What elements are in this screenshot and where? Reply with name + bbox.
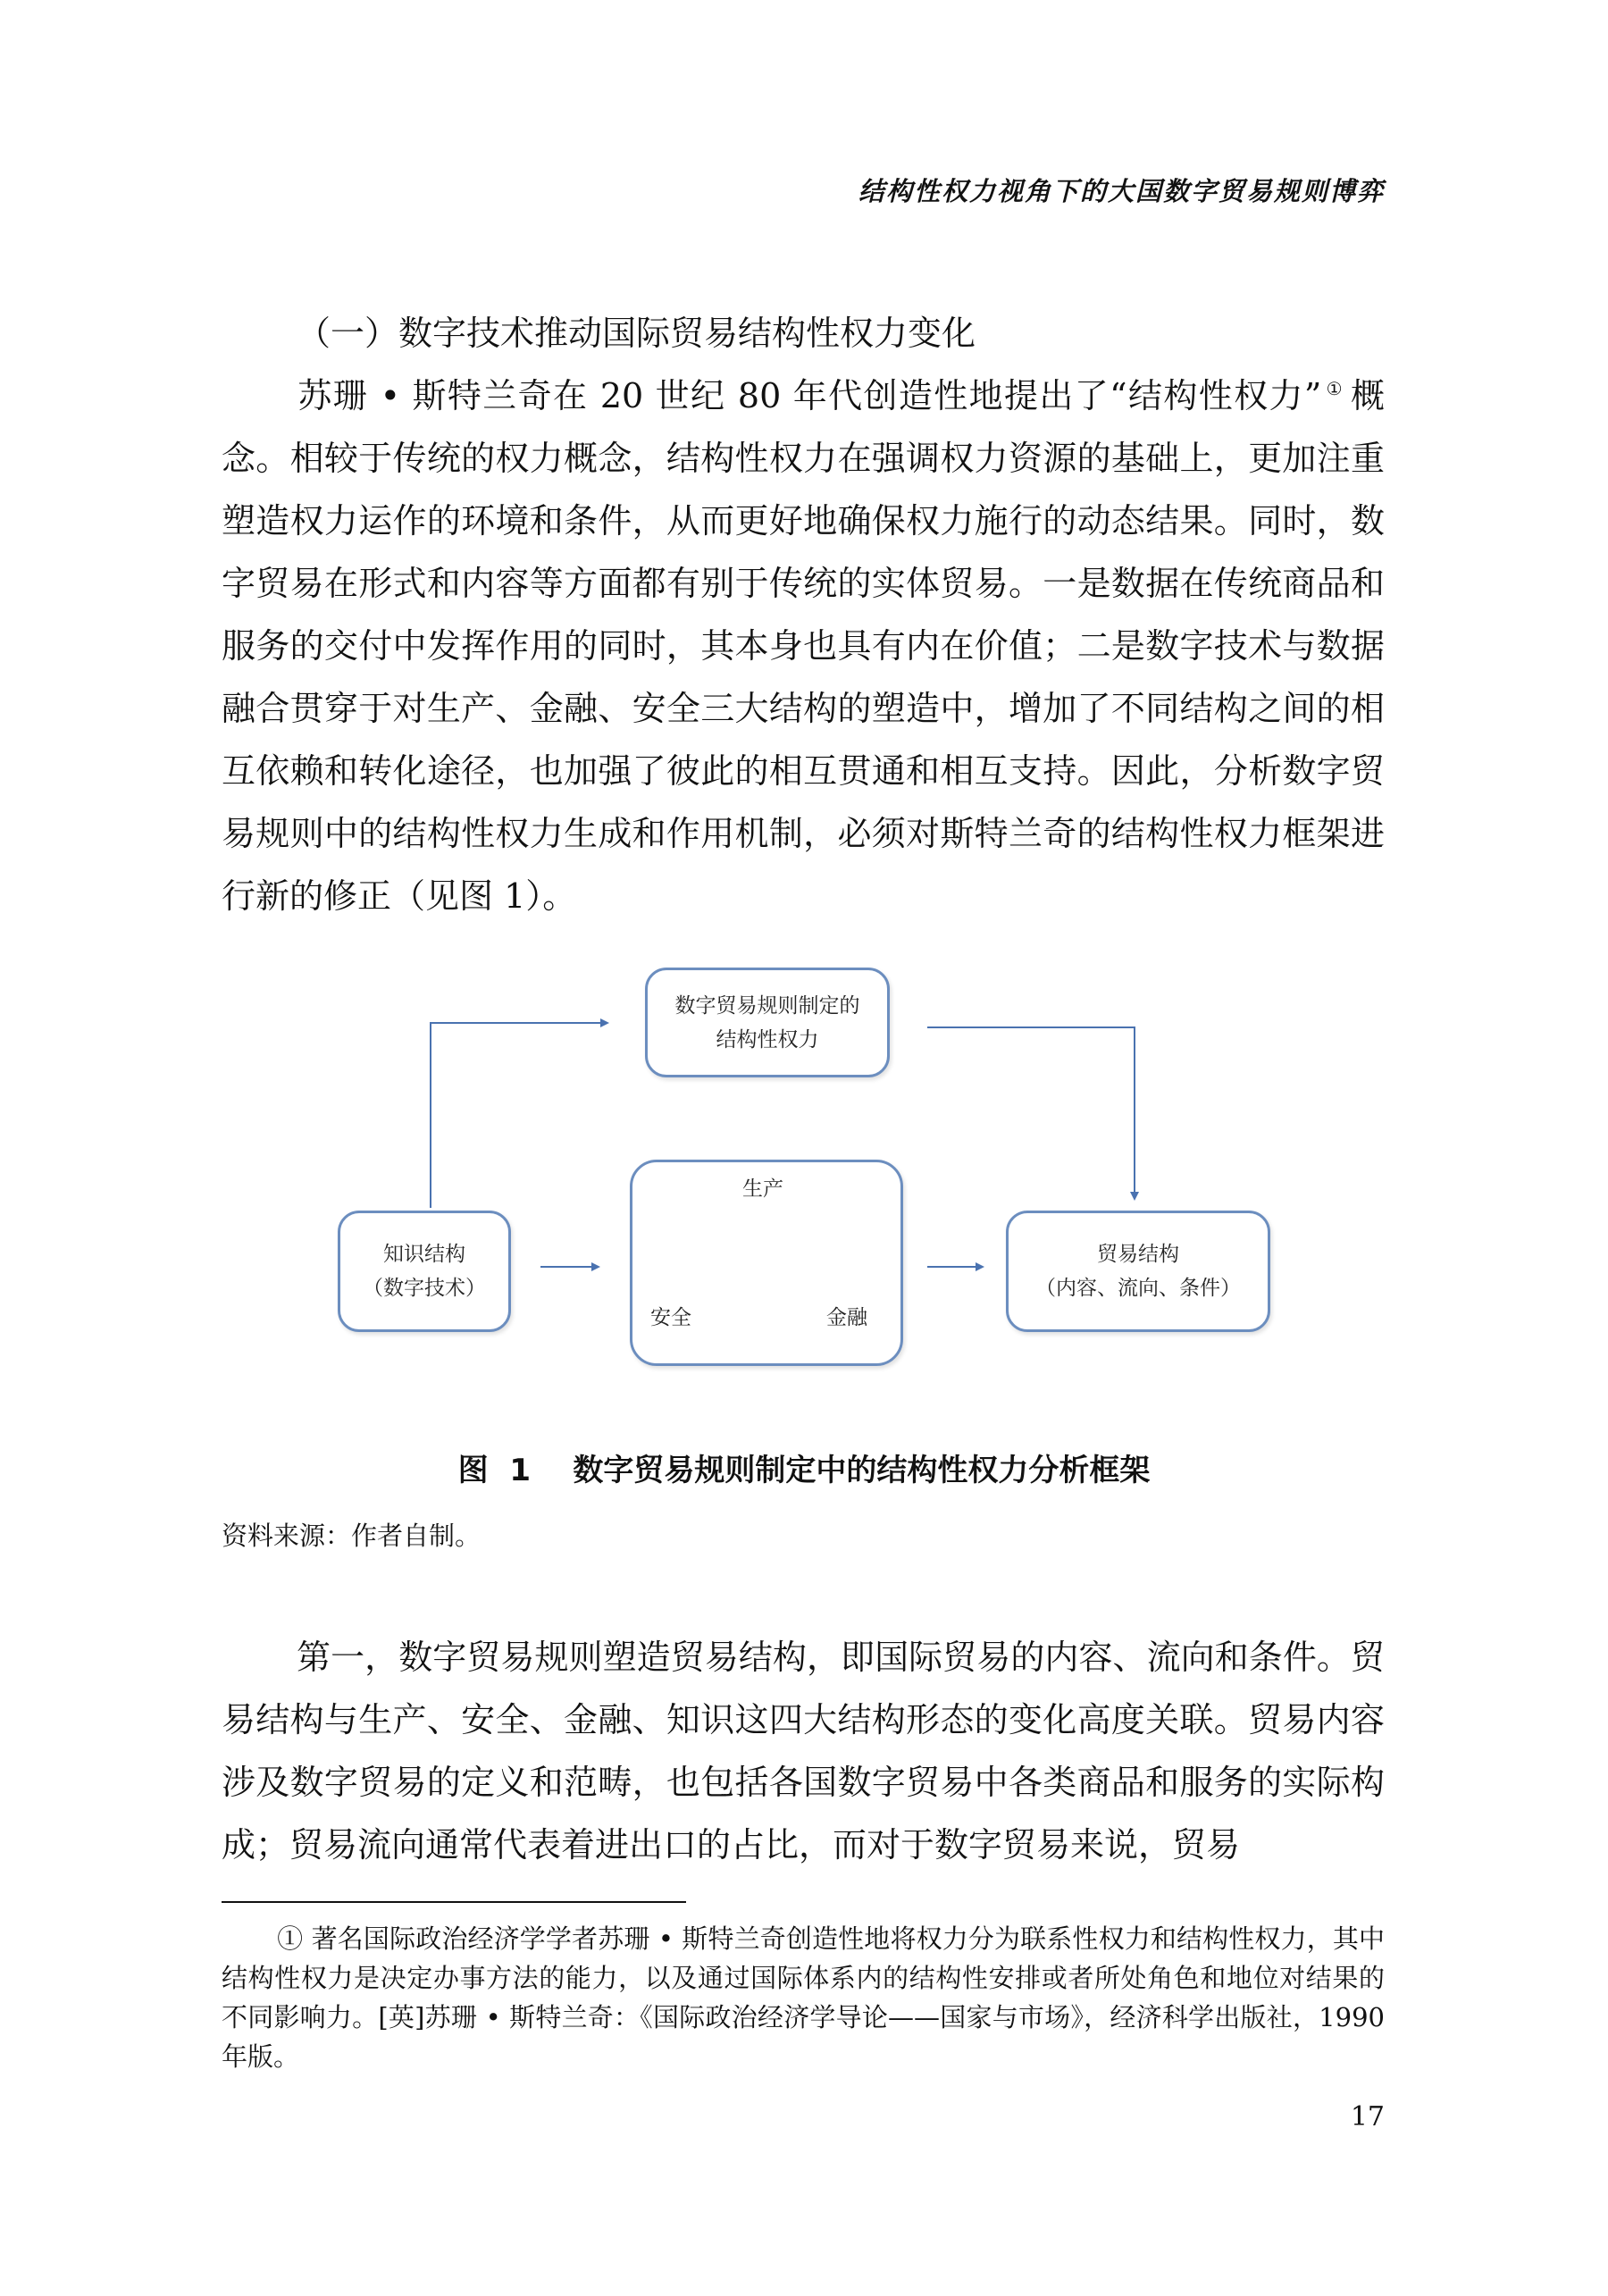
figure-1-diagram xyxy=(331,965,1277,1376)
section-heading: （一）数字技术推动国际贸易结构性权力变化 xyxy=(297,314,976,353)
footnote-text: ① 著名国际政治经济学学者苏珊 • 斯特兰奇创造性地将权力分为联系性权力和结构性权力，其中结构性权力是决定办事方法的能力，以及通过国际体系内的结构性安排或者所处角色和地位对结果的不同影响力。[英]苏珊 • 斯特兰奇：《国际政治经济学导论——国家与市场》，经济科学出版社，1990 年版。 xyxy=(222,1923,1385,2072)
footnote xyxy=(222,1919,1385,2076)
node-trade-line2: （内容、流向、条件） xyxy=(1035,1277,1241,1300)
figure-caption: 图 1 数字贸易规则制定中的结构性权力分析框架 xyxy=(457,1453,1151,1488)
page-number: 17 xyxy=(1350,2101,1385,2133)
node-knowledge-line2: （数字技术） xyxy=(363,1277,486,1300)
paragraph-2 xyxy=(222,1626,1385,1876)
label-security: 安全 xyxy=(650,1306,691,1329)
node-knowledge-line1: 知识结构 xyxy=(383,1243,465,1266)
paragraph-2-text: 第一，数字贸易规则塑造贸易结构，即国际贸易的内容、流向和条件。贸易结构与生产、安全、金融、知识这四大结构形态的变化高度关联。贸易内容涉及数字贸易的定义和范畴，也包括各国数字贸易中各类商品和服务的实际构成；贸易流向通常代表着进出口的占比，而对于数字贸易来说，贸易 xyxy=(222,1638,1385,1864)
arrow-left-to-top xyxy=(431,1023,607,1208)
node-structural-power-line1: 数字贸易规则制定的 xyxy=(674,993,860,1018)
node-trade-structure xyxy=(1006,1211,1270,1332)
paragraph-1-text-a: 苏珊 • 斯特兰奇在 20 世纪 80 年代创造性地提出了“结构性权力” xyxy=(297,376,1322,415)
node-trade-line1: 贸易结构 xyxy=(1097,1243,1179,1266)
paragraph-1-text-b: 概念。相较于传统的权力概念，结构性权力在强调权力资源的基础上，更加注重塑造权力运作的环境和条件，从而更好地确保权力施行的动态结果。同时，数字贸易在形式和内容等方面都有别于传统的实体贸易。一是数据在传统商品和服务的交付中发挥作用的同时，其本身也具有内在价值；二是数字技术与数据融合贯穿于对生产、金融、安全三大结构的塑造中，增加了不同结构之间的相互依赖和转化途径，也加强了彼此的相互贯通和相互支持。因此，分析数字贸易规则中的结构性权力生成和作用机制，必须对斯特兰奇的结构性权力框架进行新的修正（见图 1）。 xyxy=(222,376,1386,916)
footnote-divider xyxy=(222,1901,686,1903)
figure-source: 资料来源：作者自制。 xyxy=(222,1521,482,1551)
running-header: 结构性权力视角下的大国数字贸易规则博弈 xyxy=(858,176,1385,206)
node-structural-power xyxy=(645,968,890,1077)
node-structural-power-line2: 结构性权力 xyxy=(716,1027,819,1052)
footnote-reference[interactable]: ① xyxy=(1325,378,1344,400)
arrow-top-to-right xyxy=(927,1027,1135,1199)
paragraph-1 xyxy=(222,365,1385,927)
label-production: 生产 xyxy=(742,1177,783,1201)
label-finance: 金融 xyxy=(826,1306,867,1329)
node-knowledge-structure xyxy=(338,1211,511,1332)
